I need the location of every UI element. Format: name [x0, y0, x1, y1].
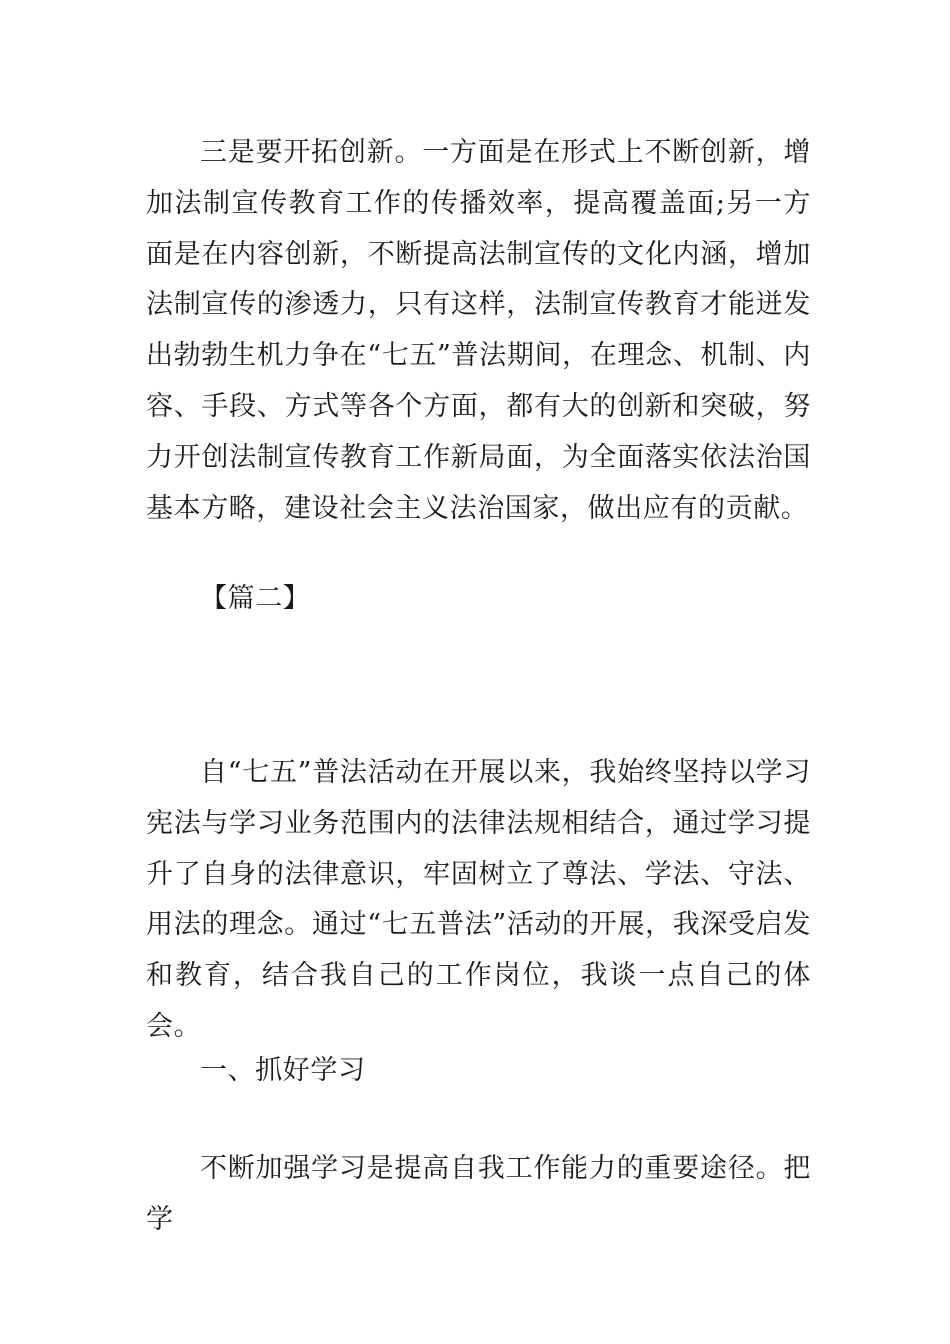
- part-two-heading: 【篇二】: [200, 583, 311, 614]
- paragraph-intro: 自“七五”普法活动在开展以来，我始终坚持以学习宪法与学习业务范围内的法律法规相结合，通过学习提升了自身的法律意识，牢固树立了尊法、学法、守法、用法的理念。通过“七五普法”活动的开展，我深受启发和教育，结合我自己的工作岗位，我谈一点自己的体会。: [146, 757, 811, 1042]
- paragraph-study: 不断加强学习是提高自我工作能力的重要途径。把学: [146, 1153, 811, 1235]
- paragraph-innovation: 三是要开拓创新。一方面是在形式上不断创新，增加法制宣传教育工作的传播效率，提高覆盖面;另一方面是在内容创新，不断提高法制宣传的文化内涵，增加法制宣传的渗透力，只有这样，法制宣传教育才能迸发出勃勃生机力争在“七五”普法期间，在理念、机制、内容、手段、方式等各个方面，都有大的创新和突破，努力开创法制宣传教育工作新局面，为全面落实依法治国基本方略，建设社会主义法治国家，做出应有的贡献。: [146, 137, 811, 524]
- section-one-heading: 一、抓好学习: [200, 1055, 366, 1086]
